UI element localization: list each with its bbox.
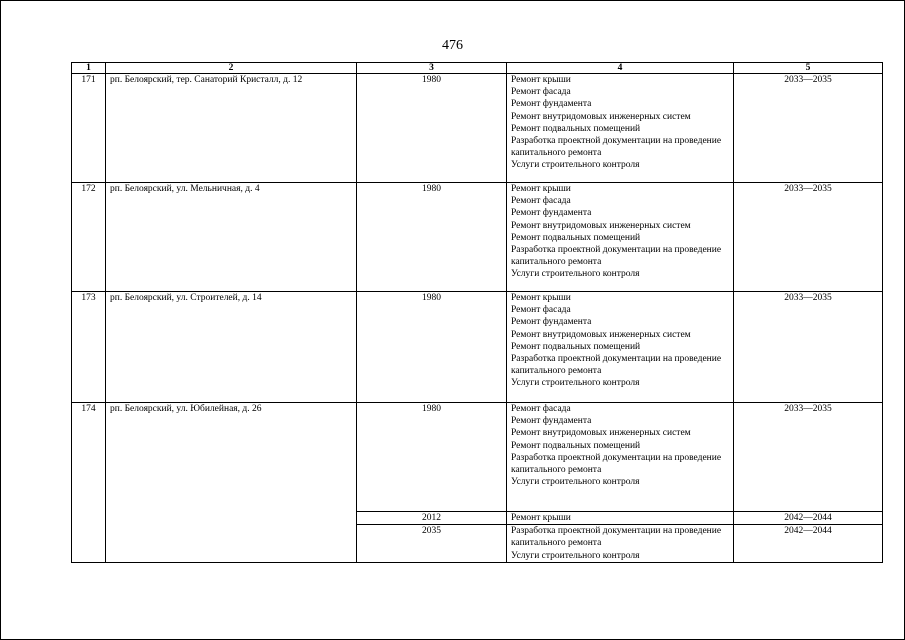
work-item: Ремонт фасада <box>511 196 571 207</box>
work-item: Разработка проектной документации на проведение капитального ремонта <box>511 354 722 377</box>
works-cell <box>507 292 734 403</box>
works-cell <box>507 183 734 292</box>
work-item: Разработка проектной документации на проведение капитального ремонта <box>511 245 722 268</box>
work-item: Ремонт внутридомовых инженерных систем <box>511 220 691 231</box>
row-number: 173 <box>72 292 106 403</box>
year-cell: 1980 <box>357 403 507 512</box>
work-item: Разработка проектной документации на проведение капитального ремонта <box>511 136 722 159</box>
address-cell: рп. Белоярский, ул. Мельничная, д. 4 <box>106 183 357 292</box>
work-item: Ремонт крыши <box>511 513 571 523</box>
work-item: Услуги строительного контроля <box>511 477 640 488</box>
year-cell: 1980 <box>357 292 507 403</box>
work-item: Ремонт внутридомовых инженерных систем <box>511 111 691 122</box>
work-item: Ремонт фундамента <box>511 317 592 328</box>
column-header-5: 5 <box>734 63 883 74</box>
works-cell <box>507 403 734 512</box>
work-item: Услуги строительного контроля <box>511 378 640 389</box>
row-number: 171 <box>72 74 106 183</box>
work-item: Разработка проектной документации на проведение капитального ремонта <box>511 452 722 476</box>
row-number: 172 <box>72 183 106 292</box>
period-cell: 2033—2035 <box>734 292 883 403</box>
column-header-4: 4 <box>507 63 734 74</box>
table-row <box>72 292 883 403</box>
year-cell: 2012 <box>357 512 507 525</box>
year-cell: 1980 <box>357 183 507 292</box>
year-cell: 1980 <box>357 74 507 183</box>
work-item: Ремонт фундамента <box>511 208 592 219</box>
address-cell: рп. Белоярский, ул. Строителей, д. 14 <box>106 292 357 403</box>
address-cell: рп. Белоярский, тер. Санаторий Кристалл, д. 12 <box>106 74 357 183</box>
period-cell: 2033—2035 <box>734 183 883 292</box>
works-cell <box>507 74 734 183</box>
column-header-2: 2 <box>106 63 357 74</box>
period-cell: 2042—2044 <box>734 525 883 563</box>
works-cell <box>507 525 734 563</box>
housing-repair-table <box>71 62 883 563</box>
work-item: Ремонт подвальных помещений <box>511 341 641 352</box>
column-header-3: 3 <box>357 63 507 74</box>
address-cell: рп. Белоярский, ул. Юбилейная, д. 26 <box>106 403 357 563</box>
work-item: Ремонт крыши <box>511 184 571 194</box>
work-item: Ремонт внутридомовых инженерных систем <box>511 428 691 439</box>
work-item: Ремонт внутридомовых инженерных систем <box>511 329 691 340</box>
year-cell: 2035 <box>357 525 507 563</box>
table-row <box>72 74 883 183</box>
table-row <box>72 183 883 292</box>
work-item: Ремонт крыши <box>511 293 571 303</box>
row-number: 174 <box>72 403 106 563</box>
works-cell <box>507 512 734 525</box>
header-row <box>72 63 883 74</box>
work-item: Услуги строительного контроля <box>511 160 640 171</box>
work-item: Ремонт подвальных помещений <box>511 123 641 134</box>
work-item: Ремонт крыши <box>511 75 571 85</box>
work-item: Ремонт фундамента <box>511 99 592 110</box>
work-item: Ремонт подвальных помещений <box>511 232 641 243</box>
column-header-1: 1 <box>72 63 106 74</box>
table-body <box>72 74 883 563</box>
period-cell: 2033—2035 <box>734 74 883 183</box>
work-item: Ремонт фундамента <box>511 416 592 427</box>
work-item: Ремонт фасада <box>511 404 571 414</box>
work-item: Ремонт подвальных помещений <box>511 440 641 451</box>
period-cell: 2042—2044 <box>734 512 883 525</box>
work-item: Услуги строительного контроля <box>511 269 640 280</box>
work-item: Услуги строительного контроля <box>511 550 640 561</box>
page-number: 476 <box>442 38 463 53</box>
work-item: Ремонт фасада <box>511 305 571 316</box>
period-cell: 2033—2035 <box>734 403 883 512</box>
work-item: Разработка проектной документации на проведение капитального ремонта <box>511 526 722 549</box>
table-row <box>72 403 883 512</box>
work-item: Ремонт фасада <box>511 87 571 98</box>
